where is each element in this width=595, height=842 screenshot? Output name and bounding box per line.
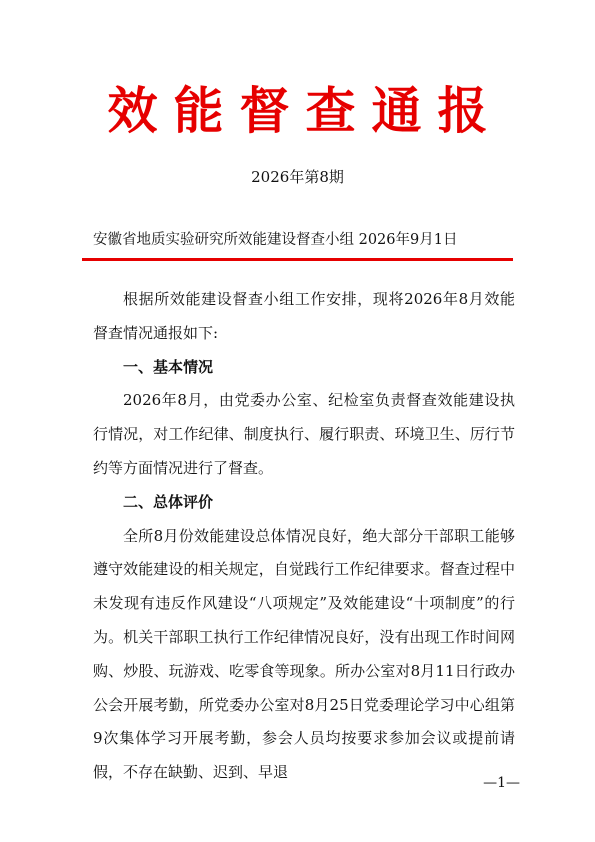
page-number: —1— (483, 775, 520, 791)
intro-paragraph: 根据所效能建设督查小组工作安排，现将2026年8月效能督查情况通报如下: (93, 290, 515, 342)
section-heading-overall-evaluation: 二、总体评价 (123, 492, 214, 511)
section-heading-basic-situation: 一、基本情况 (123, 357, 214, 376)
notice-body (93, 283, 515, 790)
basic-situation-paragraph: 2026年8月，由党委办公室、纪检室负责督查效能建设执行情况，对工作纪律、制度执行、履行职责、环境卫生、厉行节约等方面情况进行了督查。 (93, 391, 515, 477)
red-divider-rule (82, 258, 513, 261)
overall-evaluation-paragraph: 全所8月份效能建设总体情况良好，绝大部分干部职工能够遵守效能建设的相关规定，自觉践行工作纪律要求。督查过程中未发现有违反作风建设“八项规定”及效能建设“十项制度”的行为。机关干部职工执行工作纪律情况良好，没有出现工作时间网购、炒股、玩游戏、吃零食等现象。所办公室对8月11日行政办公会开展考勤，所党委办公室对8月25日党委理论学习中心组第9次集体学习开展考勤，参会人员均按要求参加会议或提前请假，不存在缺勤、迟到、早退 (93, 526, 515, 782)
masthead-title: 效能督查通报 (107, 81, 504, 140)
issue-number: 2026年第8期 (251, 168, 344, 186)
issuer-and-date: 安徽省地质实验研究所效能建设督查小组 2026年9月1日 (93, 232, 458, 248)
